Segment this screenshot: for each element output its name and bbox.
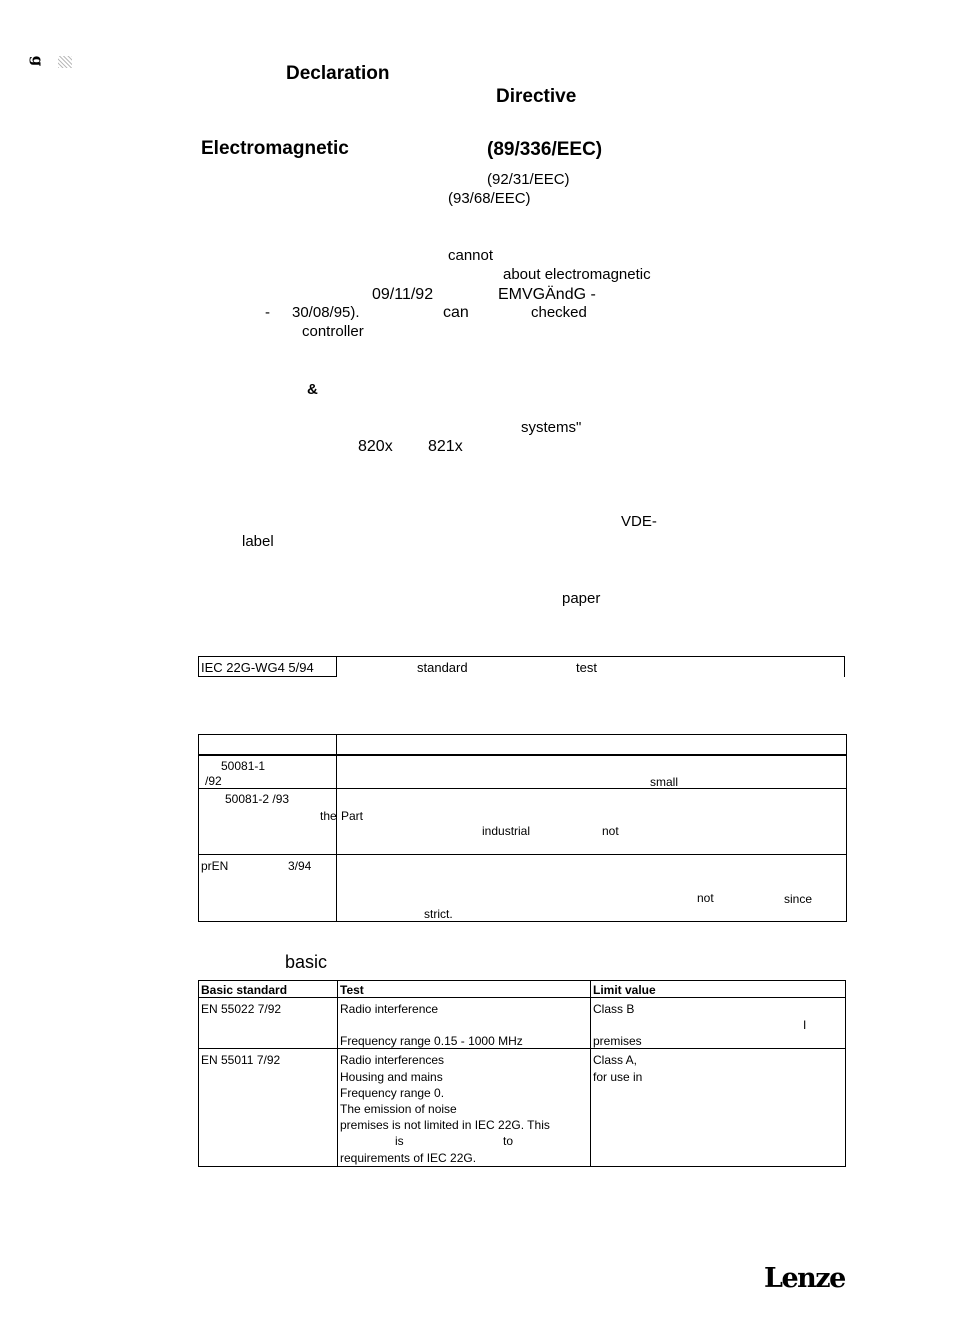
text-date: 09/11/92: [372, 286, 434, 303]
header-basic-standard: Basic standard: [201, 983, 288, 997]
amendment-1: (92/31/EEC): [487, 171, 570, 188]
table-row-1-std-line2: /92: [205, 774, 222, 788]
standard-test: test: [576, 660, 597, 675]
row2-test-1: Radio interferences: [340, 1053, 445, 1067]
row1-standard: EN 55022 7/92: [201, 1002, 282, 1016]
text-date2: 30/08/95).: [292, 304, 360, 321]
standard-label: standard: [417, 660, 468, 675]
text-systems: systems": [521, 419, 582, 436]
row1-test-3: Frequency range 0.15 - 1000 MHz: [340, 1034, 523, 1048]
text-ampersand: &: [307, 381, 318, 398]
table-row-3-std-line1: prEN: [201, 859, 229, 873]
text-vde: VDE-: [621, 513, 657, 530]
table-row-1-std-line1: 50081-1: [221, 759, 266, 773]
table-row-2-part: Part: [341, 809, 364, 823]
row2-test-8: requirements of IEC 22G.: [340, 1151, 477, 1165]
table-row-2-desc-1: industrial: [482, 824, 531, 838]
row1-test-1: Radio interference: [340, 1002, 439, 1016]
row1-limit-1: Class B: [593, 1002, 635, 1016]
text-checked: checked: [531, 304, 587, 321]
table-row-3-desc-3: strict.: [424, 907, 453, 921]
text-law: EMVGÄndG -: [498, 286, 596, 303]
row2-test-4: The emission of noise: [340, 1102, 457, 1116]
row2-test-7: to: [503, 1134, 514, 1148]
row1-limit-3: premises: [593, 1034, 642, 1048]
text-can: can: [443, 304, 469, 321]
text-controller: controller: [302, 323, 364, 340]
header-test: Test: [340, 983, 364, 997]
text-paper: paper: [562, 590, 601, 607]
scan-smudge: [58, 56, 72, 68]
row2-test-5: premises is not limited in IEC 22G. This: [340, 1118, 550, 1132]
row2-test-2: Housing and mains: [340, 1070, 443, 1084]
table-row-3-desc-2: since: [784, 892, 813, 906]
row2-limit-2: for use in: [593, 1070, 643, 1084]
corner-mark: g: [28, 55, 47, 67]
table-row-2-desc-2: not: [602, 824, 619, 838]
row2-test-6: is: [395, 1134, 404, 1148]
text-label: label: [242, 533, 274, 550]
text-about-emc: about electromagnetic: [503, 266, 651, 283]
table-row-2-std-line1: 50081-2 /93: [225, 792, 290, 806]
text-series-820x: 820x: [358, 438, 393, 455]
basic-heading: basic: [285, 952, 328, 972]
row1-mark: I: [803, 1018, 807, 1032]
table-row-2-std-line2: the: [320, 809, 337, 823]
heading-electromagnetic: Electromagnetic: [201, 138, 349, 159]
table-row-3-std-line2: 3/94: [288, 859, 312, 873]
table-row-3-desc-1: not: [697, 891, 714, 905]
text-cannot: cannot: [448, 247, 494, 264]
heading-declaration: Declaration: [286, 63, 390, 84]
text-dash: -: [265, 304, 270, 321]
text-series-821x: 821x: [428, 438, 463, 455]
heading-directive-number: (89/336/EEC): [487, 139, 603, 160]
amendment-2: (93/68/EEC): [448, 190, 531, 207]
header-limit-value: Limit value: [593, 983, 656, 997]
row2-standard: EN 55011 7/92: [201, 1053, 281, 1067]
heading-directive: Directive: [496, 86, 577, 107]
lenze-logo: Lenze: [764, 1263, 845, 1294]
table-row-1-desc: small: [650, 775, 679, 789]
standard-ref: IEC 22G-WG4 5/94: [201, 660, 314, 675]
row2-test-3: Frequency range 0.: [340, 1086, 445, 1100]
row2-limit-1: Class A,: [593, 1053, 638, 1067]
